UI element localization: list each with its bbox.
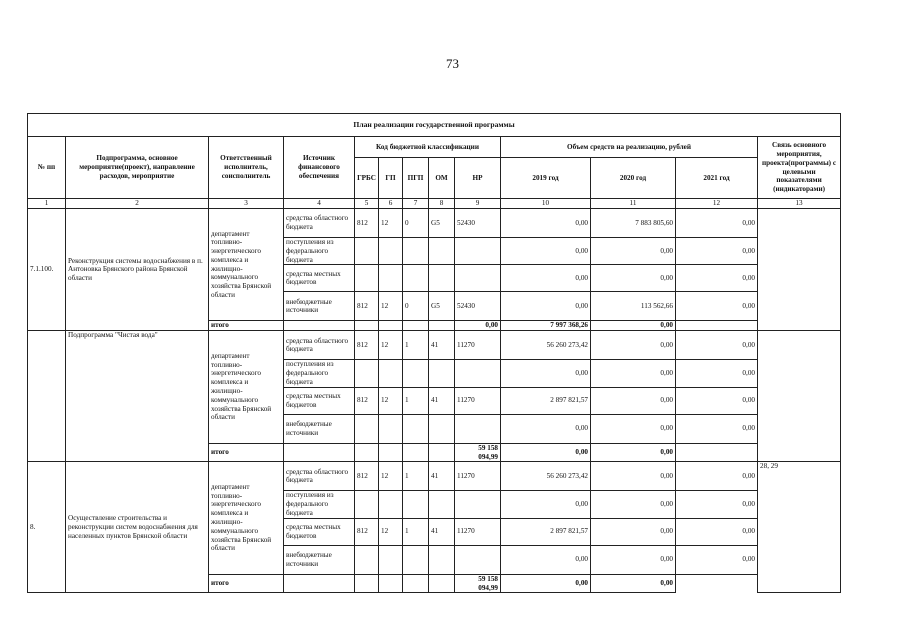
amount-2020: 0,00 [591,387,676,414]
indicator-link: 28, 29 [758,462,841,593]
total-label: итого [209,574,284,593]
code-pgp: 1 [403,462,429,491]
col-index: 9 [455,199,501,209]
code-pgp: 1 [403,387,429,414]
indicator-link [758,331,841,462]
code-grbs: 812 [355,462,379,491]
total-amount-2020: 0,00 [501,574,591,593]
amount-2021: 0,00 [676,292,758,321]
code-om: 41 [429,387,455,414]
amount-2019: 0,00 [501,238,591,265]
amount-2020: 0,00 [591,238,676,265]
col-index: 2 [66,199,209,209]
code-om [429,545,455,574]
empty-cell [355,574,379,593]
code-np: 52430 [455,292,501,321]
empty-cell [355,443,379,462]
code-np: 11270 [455,462,501,491]
header-num: № пп [28,137,66,199]
empty-cell [284,574,355,593]
header-2020: 2020 год [591,158,676,199]
code-pgp [403,360,429,387]
code-gp: 12 [379,518,403,545]
code-om [429,491,455,518]
header-volume: Объем средств на реализацию, рублей [501,137,758,158]
code-np: 11270 [455,518,501,545]
code-grbs [355,238,379,265]
amount-2020: 0,00 [591,265,676,292]
code-pgp [403,414,429,443]
plan-table [27,113,841,593]
row-number [28,331,66,462]
funding-source: средства местных бюджетов [284,387,355,414]
code-gp [379,360,403,387]
header-2019: 2019 год [501,158,591,199]
funding-source: внебюджетные источники [284,545,355,574]
amount-2021: 0,00 [676,518,758,545]
empty-cell [429,321,455,331]
amount-2019: 2 897 821,57 [501,387,591,414]
header-source: Источник финансового обеспечения [284,137,355,199]
indicator-link [758,209,841,331]
code-gp [379,414,403,443]
funding-source: поступления из федерального бюджета [284,238,355,265]
code-pgp: 0 [403,292,429,321]
header-gp: ГП [379,158,403,199]
amount-2019: 56 260 273,42 [501,462,591,491]
table-row [28,462,841,491]
col-index: 1 [28,199,66,209]
amount-2019: 0,00 [501,209,591,238]
code-gp: 12 [379,387,403,414]
code-om: 41 [429,462,455,491]
total-amount-2021: 0,00 [591,574,676,593]
amount-2019: 56 260 273,42 [501,331,591,360]
col-index: 3 [209,199,284,209]
measure-name: Подпрограмма "Чистая вода" [66,331,209,462]
code-np [455,238,501,265]
code-grbs [355,414,379,443]
executor: департамент топливно-энергетического комплекса и жилищно-коммунального хозяйства Брянской области [209,209,284,321]
empty-cell [403,443,429,462]
code-om: 41 [429,518,455,545]
empty-cell [284,321,355,331]
empty-cell [355,321,379,331]
code-grbs: 812 [355,518,379,545]
funding-source: средства областного бюджета [284,462,355,491]
amount-2020: 7 883 805,60 [591,209,676,238]
code-grbs: 812 [355,387,379,414]
executor: департамент топливно-энергетического комплекса и жилищно-коммунального хозяйства Брянской области [209,331,284,443]
amount-2020: 0,00 [591,462,676,491]
amount-2019: 0,00 [501,360,591,387]
funding-source: средства местных бюджетов [284,518,355,545]
amount-2019: 0,00 [501,265,591,292]
measure-name: Реконструкция системы водоснабжения в п. Антоновка Брянского района Брянской области [66,209,209,331]
code-np [455,491,501,518]
amount-2019: 0,00 [501,292,591,321]
code-om [429,238,455,265]
amount-2021: 0,00 [676,387,758,414]
code-pgp: 0 [403,209,429,238]
code-grbs [355,545,379,574]
funding-source: внебюджетные источники [284,414,355,443]
col-index: 6 [379,199,403,209]
amount-2020: 0,00 [591,414,676,443]
code-pgp: 1 [403,518,429,545]
amount-2021: 0,00 [676,209,758,238]
code-grbs: 812 [355,292,379,321]
code-np [455,414,501,443]
header-budget-code: Код бюджетной классификации [355,137,501,158]
amount-2021: 0,00 [676,491,758,518]
col-index: 8 [429,199,455,209]
amount-2021: 0,00 [676,331,758,360]
code-om: G5 [429,292,455,321]
code-grbs: 812 [355,209,379,238]
amount-2021: 0,00 [676,360,758,387]
total-amount-2021: 0,00 [591,443,676,462]
amount-2020: 0,00 [591,545,676,574]
code-gp [379,491,403,518]
empty-cell [379,574,403,593]
plan-table-container [27,113,840,593]
code-om [429,360,455,387]
total-amount-2019: 59 158 094,99 [455,443,501,462]
col-index: 10 [501,199,591,209]
col-index: 4 [284,199,355,209]
col-index: 7 [403,199,429,209]
code-pgp [403,238,429,265]
header-grbs: ГРБС [355,158,379,199]
amount-2020: 0,00 [591,491,676,518]
code-om [429,414,455,443]
amount-2019: 0,00 [501,491,591,518]
funding-source: поступления из федерального бюджета [284,491,355,518]
table-row [28,209,841,238]
table-title: План реализации государственной программы [28,114,841,137]
row-number: 8. [28,462,66,593]
total-label: итого [209,443,284,462]
code-pgp [403,265,429,292]
amount-2020: 0,00 [591,518,676,545]
code-np: 11270 [455,331,501,360]
empty-cell [379,321,403,331]
header-om: ОМ [429,158,455,199]
code-np [455,360,501,387]
row-number: 7.1.100. [28,209,66,331]
executor: департамент топливно-энергетического комплекса и жилищно-коммунального хозяйства Брянской области [209,462,284,574]
code-pgp [403,491,429,518]
amount-2020: 113 562,66 [591,292,676,321]
total-amount-2021: 0,00 [591,321,676,331]
code-pgp: 1 [403,331,429,360]
header-pgp: ПГП [403,158,429,199]
total-amount-2019: 0,00 [455,321,501,331]
amount-2021: 0,00 [676,545,758,574]
code-om: 41 [429,331,455,360]
empty-cell [429,574,455,593]
total-amount-2020: 7 997 368,26 [501,321,591,331]
page-number: 73 [446,56,459,71]
amount-2019: 2 897 821,57 [501,518,591,545]
total-amount-2019: 59 158 094,99 [455,574,501,593]
header-name: Подпрограмма, основное мероприятие(проект), направление расходов, мероприятие [66,137,209,199]
code-np: 11270 [455,387,501,414]
amount-2019: 0,00 [501,545,591,574]
code-np: 52430 [455,209,501,238]
code-np [455,265,501,292]
total-amount-2020: 0,00 [501,443,591,462]
code-grbs: 812 [355,331,379,360]
col-index: 5 [355,199,379,209]
col-index: 13 [758,199,841,209]
code-gp: 12 [379,462,403,491]
amount-2020: 0,00 [591,331,676,360]
code-om: G5 [429,209,455,238]
col-index: 11 [591,199,676,209]
header-np: НР [455,158,501,199]
code-grbs [355,491,379,518]
code-gp [379,238,403,265]
code-gp: 12 [379,209,403,238]
code-grbs [355,360,379,387]
measure-name: Осуществление строительства и реконструкции систем водоснабжения для населенных пунктов Брянской области [66,462,209,593]
header-link: Связь основного мероприятия, проекта(программы) с целевыми показателями (индикаторами) [758,137,841,199]
amount-2020: 0,00 [591,360,676,387]
empty-cell [403,574,429,593]
funding-source: средства местных бюджетов [284,265,355,292]
header-2021: 2021 год [676,158,758,199]
total-label: итого [209,321,284,331]
amount-2019: 0,00 [501,414,591,443]
code-np [455,545,501,574]
amount-2021: 0,00 [676,238,758,265]
funding-source: средства областного бюджета [284,331,355,360]
empty-cell [284,443,355,462]
code-om [429,265,455,292]
code-gp: 12 [379,331,403,360]
col-index: 12 [676,199,758,209]
code-pgp [403,545,429,574]
funding-source: внебюджетные источники [284,292,355,321]
funding-source: поступления из федерального бюджета [284,360,355,387]
empty-cell [429,443,455,462]
empty-cell [403,321,429,331]
code-grbs [355,265,379,292]
header-executor: Ответственный исполнитель, соисполнитель [209,137,284,199]
code-gp [379,545,403,574]
amount-2021: 0,00 [676,265,758,292]
empty-cell [379,443,403,462]
amount-2021: 0,00 [676,462,758,491]
code-gp [379,265,403,292]
funding-source: средства областного бюджета [284,209,355,238]
code-gp: 12 [379,292,403,321]
table-row [28,331,841,360]
amount-2021: 0,00 [676,414,758,443]
